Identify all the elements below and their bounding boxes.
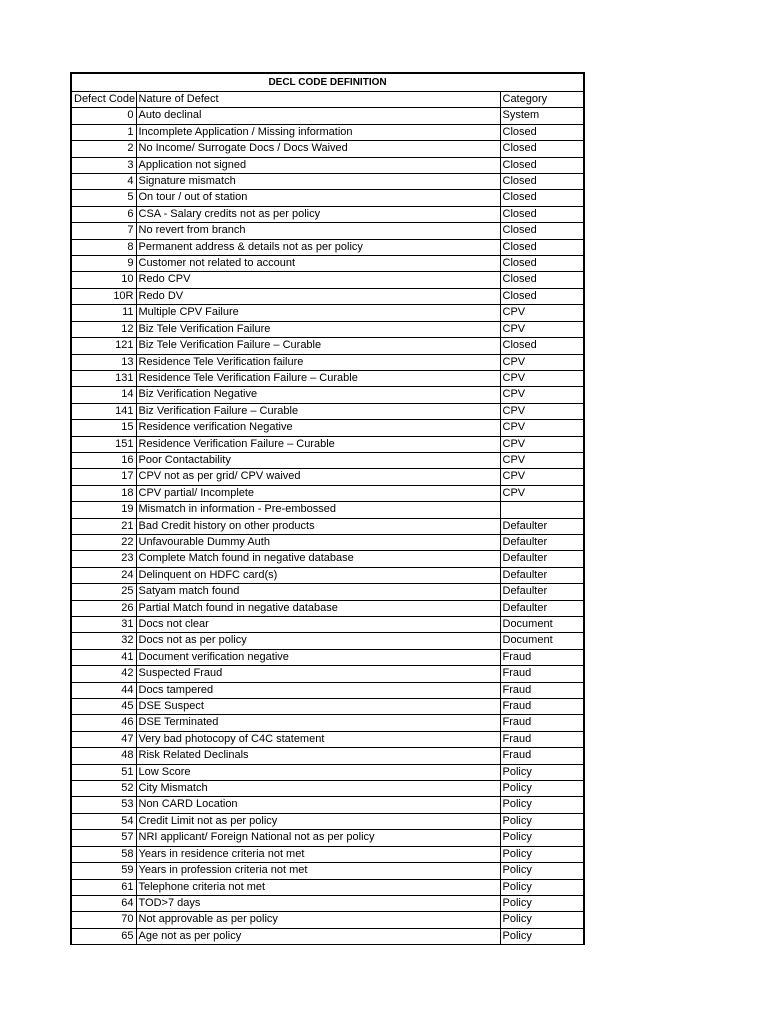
category-cell: Policy xyxy=(500,781,584,797)
defect-code-cell: 32 xyxy=(71,633,136,649)
defect-code-cell: 46 xyxy=(71,715,136,731)
defect-code-cell: 121 xyxy=(71,338,136,354)
defect-code-cell: 21 xyxy=(71,518,136,534)
nature-of-defect-cell: DSE Terminated xyxy=(136,715,500,731)
nature-of-defect-cell: Biz Tele Verification Failure xyxy=(136,321,500,337)
defect-code-cell: 10R xyxy=(71,288,136,304)
category-cell: Policy xyxy=(500,830,584,846)
nature-of-defect-cell: Biz Verification Negative xyxy=(136,387,500,403)
category-cell: Policy xyxy=(500,764,584,780)
defect-code-cell: 1 xyxy=(71,124,136,140)
table-row xyxy=(71,863,584,879)
category-cell: Fraud xyxy=(500,649,584,665)
table-row xyxy=(71,813,584,829)
defect-code-cell: 22 xyxy=(71,534,136,550)
defect-code-cell: 7 xyxy=(71,223,136,239)
table-row xyxy=(71,912,584,928)
category-cell: Fraud xyxy=(500,715,584,731)
category-cell: Closed xyxy=(500,272,584,288)
defect-code-cell: 59 xyxy=(71,863,136,879)
category-cell: Closed xyxy=(500,157,584,173)
defect-code-cell: 10 xyxy=(71,272,136,288)
nature-of-defect-cell: Biz Tele Verification Failure – Curable xyxy=(136,338,500,354)
table-row xyxy=(71,666,584,682)
nature-of-defect-cell: Complete Match found in negative database xyxy=(136,551,500,567)
nature-of-defect-cell: Docs tampered xyxy=(136,682,500,698)
category-cell: Policy xyxy=(500,928,584,944)
category-cell: Closed xyxy=(500,174,584,190)
table-row xyxy=(71,846,584,862)
nature-of-defect-cell: Age not as per policy xyxy=(136,928,500,944)
table-row xyxy=(71,551,584,567)
category-cell: Fraud xyxy=(500,699,584,715)
table-row xyxy=(71,534,584,550)
table-row xyxy=(71,633,584,649)
nature-of-defect-cell: Signature mismatch xyxy=(136,174,500,190)
defect-code-cell: 5 xyxy=(71,190,136,206)
defect-code-cell: 61 xyxy=(71,879,136,895)
category-cell: Defaulter xyxy=(500,584,584,600)
table-row xyxy=(71,288,584,304)
nature-of-defect-cell: NRI applicant/ Foreign National not as per policy xyxy=(136,830,500,846)
category-cell: Fraud xyxy=(500,666,584,682)
category-cell: CPV xyxy=(500,321,584,337)
table-row xyxy=(71,420,584,436)
defect-code-cell: 18 xyxy=(71,485,136,501)
table-row xyxy=(71,781,584,797)
table-row xyxy=(71,567,584,583)
table-row xyxy=(71,649,584,665)
header-defect-code: Defect Code xyxy=(71,92,136,108)
table-row xyxy=(71,485,584,501)
defect-code-cell: 70 xyxy=(71,912,136,928)
category-cell: Defaulter xyxy=(500,600,584,616)
table-row xyxy=(71,502,584,518)
category-cell: Defaulter xyxy=(500,567,584,583)
nature-of-defect-cell: Redo CPV xyxy=(136,272,500,288)
nature-of-defect-cell: Risk Related Declinals xyxy=(136,748,500,764)
defect-code-cell: 52 xyxy=(71,781,136,797)
table-row xyxy=(71,682,584,698)
decl-code-sheet xyxy=(70,72,583,945)
nature-of-defect-cell: Non CARD Location xyxy=(136,797,500,813)
nature-of-defect-cell: Mismatch in information - Pre-embossed xyxy=(136,502,500,518)
nature-of-defect-cell: CPV partial/ Incomplete xyxy=(136,485,500,501)
nature-of-defect-cell: Bad Credit history on other products xyxy=(136,518,500,534)
defect-code-cell: 13 xyxy=(71,354,136,370)
table-row xyxy=(71,584,584,600)
defect-code-cell: 2 xyxy=(71,141,136,157)
header-category: Category xyxy=(500,92,584,108)
category-cell: CPV xyxy=(500,485,584,501)
table-row xyxy=(71,748,584,764)
defect-code-cell: 57 xyxy=(71,830,136,846)
table-title: DECL CODE DEFINITION xyxy=(71,73,584,92)
category-cell: Policy xyxy=(500,846,584,862)
defect-code-cell: 151 xyxy=(71,436,136,452)
table-row xyxy=(71,879,584,895)
category-cell: Policy xyxy=(500,912,584,928)
category-cell: Document xyxy=(500,633,584,649)
category-cell: Closed xyxy=(500,223,584,239)
table-title-row xyxy=(71,73,584,92)
defect-code-cell: 64 xyxy=(71,895,136,911)
category-cell: Closed xyxy=(500,338,584,354)
category-cell: CPV xyxy=(500,354,584,370)
category-cell: Policy xyxy=(500,813,584,829)
category-cell: CPV xyxy=(500,305,584,321)
table-header-row xyxy=(71,92,584,108)
nature-of-defect-cell: CSA - Salary credits not as per policy xyxy=(136,206,500,222)
table-row xyxy=(71,206,584,222)
category-cell: Closed xyxy=(500,288,584,304)
nature-of-defect-cell: Redo DV xyxy=(136,288,500,304)
table-row xyxy=(71,338,584,354)
table-row xyxy=(71,797,584,813)
table-row xyxy=(71,190,584,206)
category-cell: Closed xyxy=(500,256,584,272)
table-row xyxy=(71,764,584,780)
table-row xyxy=(71,354,584,370)
nature-of-defect-cell: Very bad photocopy of C4C statement xyxy=(136,731,500,747)
table-row xyxy=(71,370,584,386)
table-row xyxy=(71,617,584,633)
defect-code-cell: 9 xyxy=(71,256,136,272)
nature-of-defect-cell: Residence verification Negative xyxy=(136,420,500,436)
defect-code-cell: 16 xyxy=(71,452,136,468)
nature-of-defect-cell: Auto declinal xyxy=(136,108,500,124)
defect-code-cell: 44 xyxy=(71,682,136,698)
defect-code-cell: 11 xyxy=(71,305,136,321)
category-cell: Fraud xyxy=(500,748,584,764)
table-row xyxy=(71,403,584,419)
table-row xyxy=(71,731,584,747)
nature-of-defect-cell: Application not signed xyxy=(136,157,500,173)
nature-of-defect-cell: Document verification negative xyxy=(136,649,500,665)
defect-code-cell: 3 xyxy=(71,157,136,173)
defect-code-cell: 4 xyxy=(71,174,136,190)
nature-of-defect-cell: CPV not as per grid/ CPV waived xyxy=(136,469,500,485)
table-row xyxy=(71,387,584,403)
defect-code-cell: 131 xyxy=(71,370,136,386)
defect-code-cell: 15 xyxy=(71,420,136,436)
category-cell: Fraud xyxy=(500,731,584,747)
defect-code-cell: 17 xyxy=(71,469,136,485)
category-cell: CPV xyxy=(500,420,584,436)
table-body xyxy=(71,108,584,945)
category-cell: Policy xyxy=(500,863,584,879)
nature-of-defect-cell: Incomplete Application / Missing information xyxy=(136,124,500,140)
nature-of-defect-cell: Customer not related to account xyxy=(136,256,500,272)
defect-code-cell: 26 xyxy=(71,600,136,616)
defect-code-cell: 8 xyxy=(71,239,136,255)
table-row xyxy=(71,157,584,173)
defect-code-cell: 31 xyxy=(71,617,136,633)
nature-of-defect-cell: DSE Suspect xyxy=(136,699,500,715)
table-row xyxy=(71,452,584,468)
nature-of-defect-cell: Years in residence criteria not met xyxy=(136,846,500,862)
nature-of-defect-cell: Residence Tele Verification failure xyxy=(136,354,500,370)
table-row xyxy=(71,436,584,452)
decl-code-table xyxy=(70,72,585,945)
category-cell: Policy xyxy=(500,895,584,911)
nature-of-defect-cell: Docs not as per policy xyxy=(136,633,500,649)
nature-of-defect-cell: Years in profession criteria not met xyxy=(136,863,500,879)
defect-code-cell: 48 xyxy=(71,748,136,764)
defect-code-cell: 47 xyxy=(71,731,136,747)
table-row xyxy=(71,223,584,239)
defect-code-cell: 6 xyxy=(71,206,136,222)
nature-of-defect-cell: Satyam match found xyxy=(136,584,500,600)
category-cell: Closed xyxy=(500,141,584,157)
defect-code-cell: 25 xyxy=(71,584,136,600)
nature-of-defect-cell: Low Score xyxy=(136,764,500,780)
nature-of-defect-cell: Residence Tele Verification Failure – Curable xyxy=(136,370,500,386)
nature-of-defect-cell: TOD>7 days xyxy=(136,895,500,911)
category-cell: CPV xyxy=(500,469,584,485)
table-row xyxy=(71,108,584,124)
category-cell: CPV xyxy=(500,370,584,386)
table-row xyxy=(71,124,584,140)
category-cell: Closed xyxy=(500,239,584,255)
table-row xyxy=(71,928,584,944)
nature-of-defect-cell: Poor Contactability xyxy=(136,452,500,468)
defect-code-cell: 14 xyxy=(71,387,136,403)
nature-of-defect-cell: No revert from branch xyxy=(136,223,500,239)
category-cell: CPV xyxy=(500,436,584,452)
header-nature-of-defect: Nature of Defect xyxy=(136,92,500,108)
category-cell xyxy=(500,502,584,518)
defect-code-cell: 19 xyxy=(71,502,136,518)
defect-code-cell: 51 xyxy=(71,764,136,780)
nature-of-defect-cell: Biz Verification Failure – Curable xyxy=(136,403,500,419)
table-row xyxy=(71,174,584,190)
table-row xyxy=(71,699,584,715)
category-cell: Closed xyxy=(500,206,584,222)
nature-of-defect-cell: Permanent address & details not as per policy xyxy=(136,239,500,255)
defect-code-cell: 141 xyxy=(71,403,136,419)
nature-of-defect-cell: Docs not clear xyxy=(136,617,500,633)
table-row xyxy=(71,830,584,846)
category-cell: Closed xyxy=(500,124,584,140)
nature-of-defect-cell: Not approvable as per policy xyxy=(136,912,500,928)
category-cell: Defaulter xyxy=(500,551,584,567)
nature-of-defect-cell: Residence Verification Failure – Curable xyxy=(136,436,500,452)
table-row xyxy=(71,518,584,534)
defect-code-cell: 54 xyxy=(71,813,136,829)
table-row xyxy=(71,239,584,255)
table-row xyxy=(71,715,584,731)
nature-of-defect-cell: Suspected Fraud xyxy=(136,666,500,682)
defect-code-cell: 12 xyxy=(71,321,136,337)
table-row xyxy=(71,272,584,288)
defect-code-cell: 23 xyxy=(71,551,136,567)
nature-of-defect-cell: Unfavourable Dummy Auth xyxy=(136,534,500,550)
defect-code-cell: 0 xyxy=(71,108,136,124)
nature-of-defect-cell: Multiple CPV Failure xyxy=(136,305,500,321)
table-row xyxy=(71,256,584,272)
nature-of-defect-cell: On tour / out of station xyxy=(136,190,500,206)
defect-code-cell: 24 xyxy=(71,567,136,583)
nature-of-defect-cell: Telephone criteria not met xyxy=(136,879,500,895)
category-cell: Policy xyxy=(500,879,584,895)
category-cell: CPV xyxy=(500,452,584,468)
category-cell: CPV xyxy=(500,403,584,419)
defect-code-cell: 53 xyxy=(71,797,136,813)
table-row xyxy=(71,141,584,157)
nature-of-defect-cell: City Mismatch xyxy=(136,781,500,797)
defect-code-cell: 45 xyxy=(71,699,136,715)
table-row xyxy=(71,895,584,911)
table-row xyxy=(71,469,584,485)
nature-of-defect-cell: Partial Match found in negative database xyxy=(136,600,500,616)
category-cell: Policy xyxy=(500,797,584,813)
nature-of-defect-cell: Delinquent on HDFC card(s) xyxy=(136,567,500,583)
category-cell: Closed xyxy=(500,190,584,206)
table-row xyxy=(71,305,584,321)
defect-code-cell: 41 xyxy=(71,649,136,665)
category-cell: Document xyxy=(500,617,584,633)
table-row xyxy=(71,600,584,616)
nature-of-defect-cell: No Income/ Surrogate Docs / Docs Waived xyxy=(136,141,500,157)
category-cell: Fraud xyxy=(500,682,584,698)
defect-code-cell: 42 xyxy=(71,666,136,682)
defect-code-cell: 58 xyxy=(71,846,136,862)
category-cell: CPV xyxy=(500,387,584,403)
category-cell: Defaulter xyxy=(500,518,584,534)
table-row xyxy=(71,321,584,337)
nature-of-defect-cell: Credit Limit not as per policy xyxy=(136,813,500,829)
category-cell: Defaulter xyxy=(500,534,584,550)
defect-code-cell: 65 xyxy=(71,928,136,944)
category-cell: System xyxy=(500,108,584,124)
